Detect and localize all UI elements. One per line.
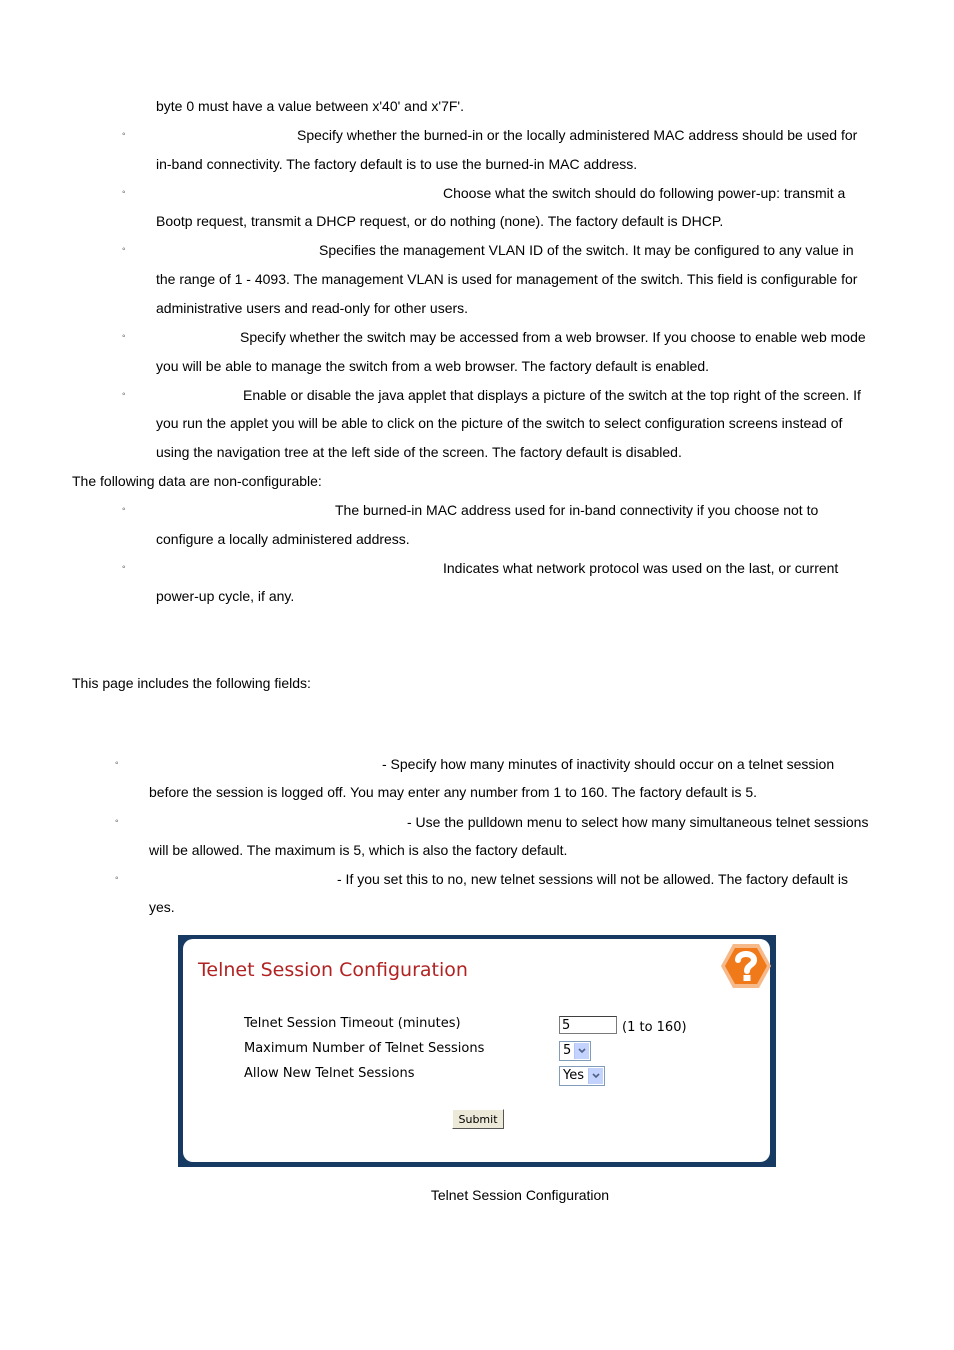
max-sessions-value: 5	[563, 1043, 572, 1058]
protocol-description-cont: Bootp request, transmit a DHCP request, or do nothing (none). The factory default is DHCP.	[156, 213, 724, 229]
max-sessions-select[interactable]	[559, 1041, 591, 1061]
protocol-description: Choose what the switch should do following power-up: transmit a	[443, 185, 846, 201]
max-sessions-description-cont: will be allowed. The maximum is 5, which is also the factory default.	[149, 842, 568, 858]
nonconfig-heading: The following data are non-configurable:	[72, 473, 322, 489]
page-title: Telnet Session Configuration	[198, 959, 468, 981]
chevron-down-icon[interactable]	[588, 1068, 603, 1084]
bullet-icon: ◦	[122, 562, 126, 573]
allow-sessions-description-cont: yes.	[149, 899, 175, 915]
current-protocol-description: Indicates what network protocol was used on the last, or current	[443, 560, 839, 576]
bullet-icon: ◦	[122, 244, 126, 255]
java-mode-description-cont2: using the navigation tree at the left side of the screen. The factory default is disabled.	[156, 444, 682, 460]
telnet-config-form	[183, 939, 770, 1162]
bullet-icon: ◦	[115, 873, 119, 884]
chevron-down-icon[interactable]	[574, 1043, 589, 1059]
web-mode-description-cont: you will be able to manage the switch from a web browser. The factory default is enabled.	[156, 358, 710, 374]
bullet-icon: ◦	[115, 758, 119, 769]
java-mode-description: Enable or disable the java applet that displays a picture of the switch at the top right of the screen. If	[243, 387, 861, 403]
bullet-icon: ◦	[122, 504, 126, 515]
allow-sessions-description: - If you set this to no, new telnet sessions will not be allowed. The factory default is	[337, 871, 849, 887]
figure-caption: Telnet Session Configuration	[430, 1187, 610, 1203]
vlan-description-cont2: administrative users and read-only for other users.	[156, 300, 469, 316]
fields-heading: This page includes the following fields:	[72, 675, 311, 691]
allow-sessions-label: Allow New Telnet Sessions	[244, 1066, 415, 1081]
vlan-description-cont: the range of 1 - 4093. The management VLAN is used for management of the switch. This field is configurable for	[156, 271, 858, 287]
submit-button[interactable]: Submit	[452, 1109, 504, 1129]
burned-in-mac-description: The burned-in MAC address used for in-band connectivity if you choose not to	[335, 502, 819, 518]
bullet-icon: ◦	[122, 331, 126, 342]
max-sessions-description: - Use the pulldown menu to select how many simultaneous telnet sessions	[407, 814, 869, 830]
intro-tail-text: byte 0 must have a value between x'40' and x'7F'.	[156, 98, 464, 114]
allow-sessions-value: Yes	[563, 1068, 584, 1083]
timeout-label: Telnet Session Timeout (minutes)	[244, 1016, 461, 1031]
max-sessions-label: Maximum Number of Telnet Sessions	[244, 1041, 485, 1056]
mac-type-description-cont: in-band connectivity. The factory default is to use the burned-in MAC address.	[156, 156, 638, 172]
web-mode-description: Specify whether the switch may be accessed from a web browser. If you choose to enable web mode	[240, 329, 866, 345]
timeout-input[interactable]	[559, 1016, 617, 1034]
bullet-icon: ◦	[122, 187, 126, 198]
question-mark-icon[interactable]	[719, 941, 773, 991]
vlan-description: Specifies the management VLAN ID of the switch. It may be configured to any value in	[319, 242, 854, 258]
allow-sessions-select[interactable]	[559, 1066, 605, 1086]
timeout-description: - Specify how many minutes of inactivity should occur on a telnet session	[382, 756, 835, 772]
current-protocol-description-cont: power-up cycle, if any.	[156, 588, 295, 604]
mac-type-description: Specify whether the burned-in or the locally administered MAC address should be used for	[297, 127, 858, 143]
bullet-icon: ◦	[115, 816, 119, 827]
bullet-icon: ◦	[122, 129, 126, 140]
java-mode-description-cont: you run the applet you will be able to click on the picture of the switch to select configuration screens instead of	[156, 415, 843, 431]
bullet-icon: ◦	[122, 389, 126, 400]
burned-in-mac-description-cont: configure a locally administered address.	[156, 531, 410, 547]
timeout-range-hint: (1 to 160)	[622, 1020, 687, 1035]
telnet-config-screenshot	[178, 935, 776, 1167]
timeout-description-cont: before the session is logged off. You may enter any number from 1 to 160. The factory default is 5.	[149, 784, 758, 800]
